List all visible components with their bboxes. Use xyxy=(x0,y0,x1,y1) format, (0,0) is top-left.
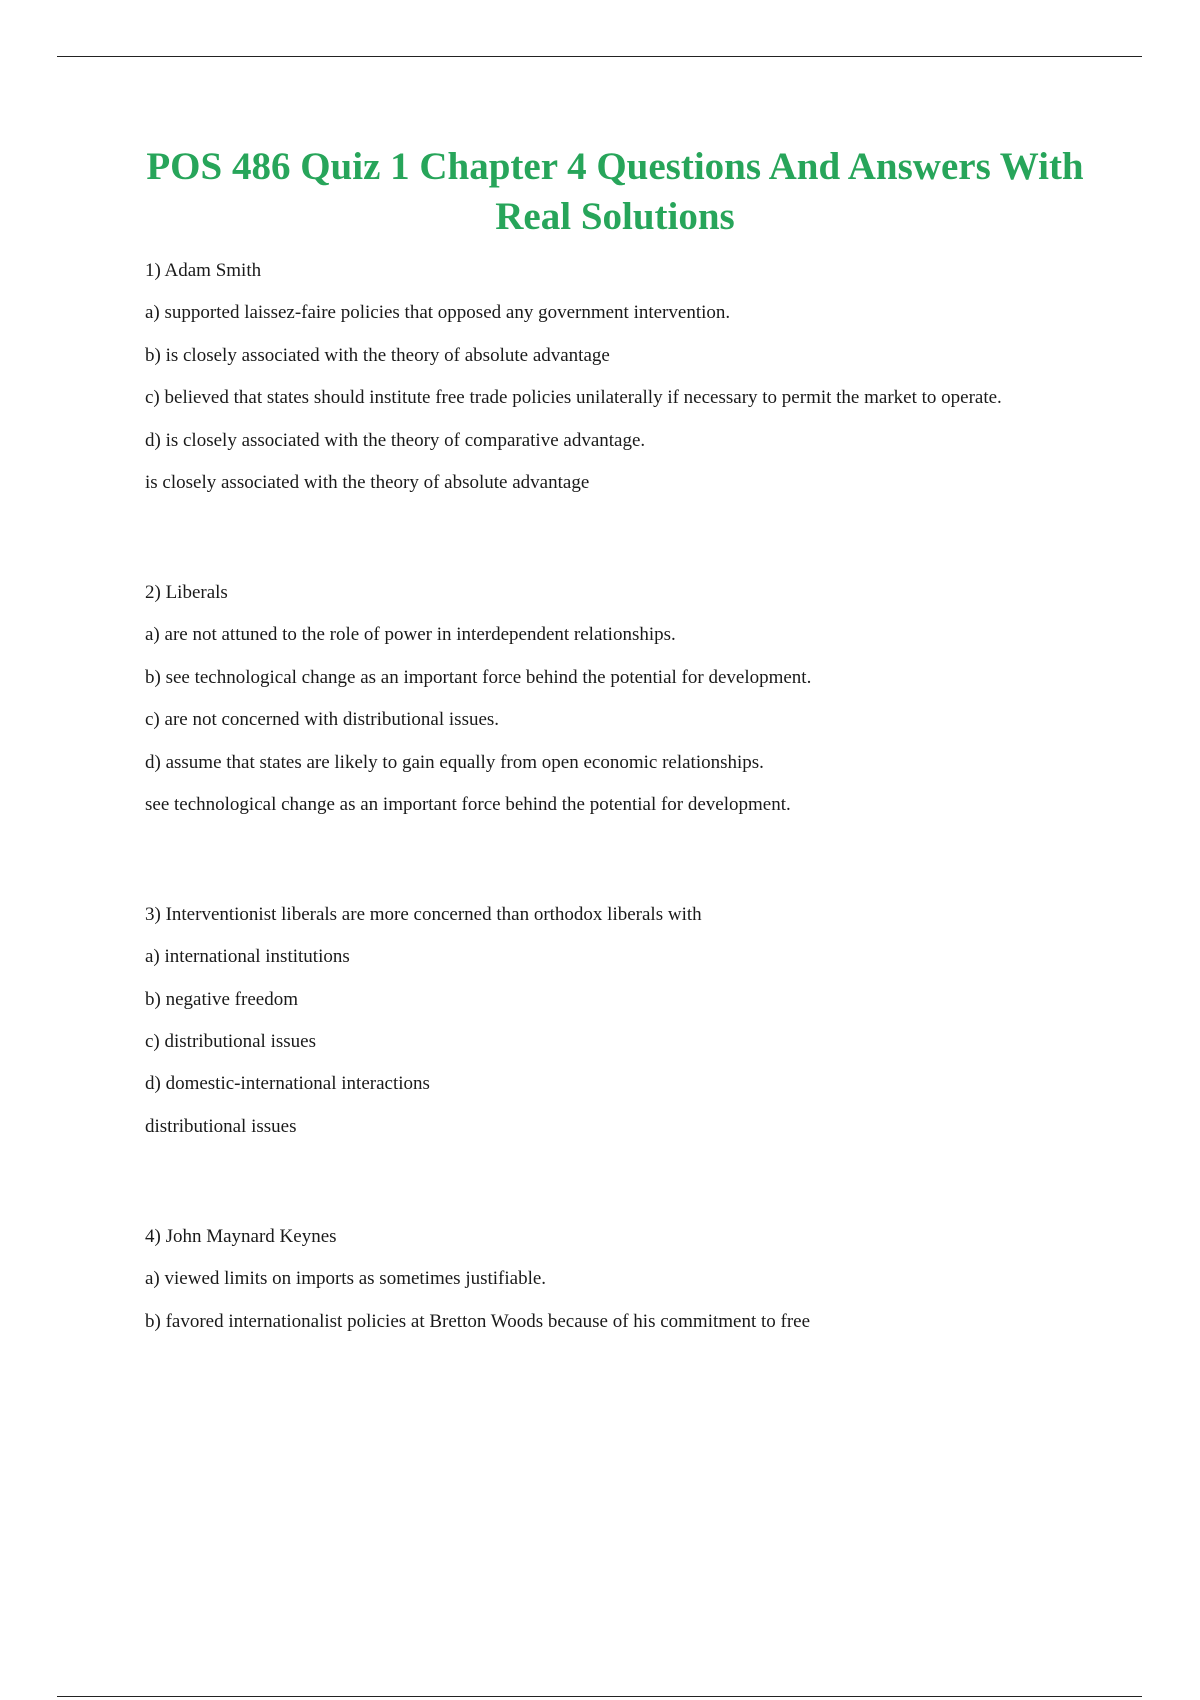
question-prompt: 2) Liberals xyxy=(145,581,228,603)
option-b: b) favored internationalist policies at Bretton Woods because of his commitment to free xyxy=(145,1310,811,1332)
option-a: a) viewed limits on imports as sometimes justifiable. xyxy=(145,1268,547,1290)
question-3 xyxy=(145,902,1050,1139)
option-b: b) is closely associated with the theory of absolute advantage xyxy=(145,344,610,366)
answer-text: distributional issues xyxy=(145,1115,297,1137)
answer-text: is closely associated with the theory of absolute advantage xyxy=(145,471,590,493)
bottom-rule xyxy=(57,1696,1142,1697)
question-prompt: 4) John Maynard Keynes xyxy=(145,1225,337,1247)
option-a: a) supported laissez-faire policies that opposed any government intervention. xyxy=(145,302,731,324)
option-c: c) distributional issues xyxy=(145,1031,316,1053)
option-c: c) believed that states should institute free trade policies unilaterally if necessary to permit the market to operate. xyxy=(145,387,1002,409)
quiz-content xyxy=(145,258,1050,1334)
option-b: b) negative freedom xyxy=(145,988,298,1010)
question-1 xyxy=(145,258,1050,495)
page-title: POS 486 Quiz 1 Chapter 4 Questions And Answers With Real Solutions xyxy=(146,145,1084,238)
top-rule xyxy=(57,56,1142,57)
question-prompt: 1) Adam Smith xyxy=(145,260,262,281)
option-d: d) assume that states are likely to gain equally from open economic relationships. xyxy=(145,751,764,773)
option-c: c) are not concerned with distributional issues. xyxy=(145,709,500,731)
question-4 xyxy=(145,1224,1050,1334)
answer-text: see technological change as an important force behind the potential for development. xyxy=(145,793,791,815)
option-b: b) see technological change as an important force behind the potential for development. xyxy=(145,666,812,688)
question-prompt: 3) Interventionist liberals are more concerned than orthodox liberals with xyxy=(145,903,702,925)
option-a: a) international institutions xyxy=(145,946,350,968)
option-d: d) domestic-international interactions xyxy=(145,1073,430,1095)
option-d: d) is closely associated with the theory of comparative advantage. xyxy=(145,429,646,451)
question-2 xyxy=(145,580,1050,817)
option-a: a) are not attuned to the role of power in interdependent relationships. xyxy=(145,624,676,646)
